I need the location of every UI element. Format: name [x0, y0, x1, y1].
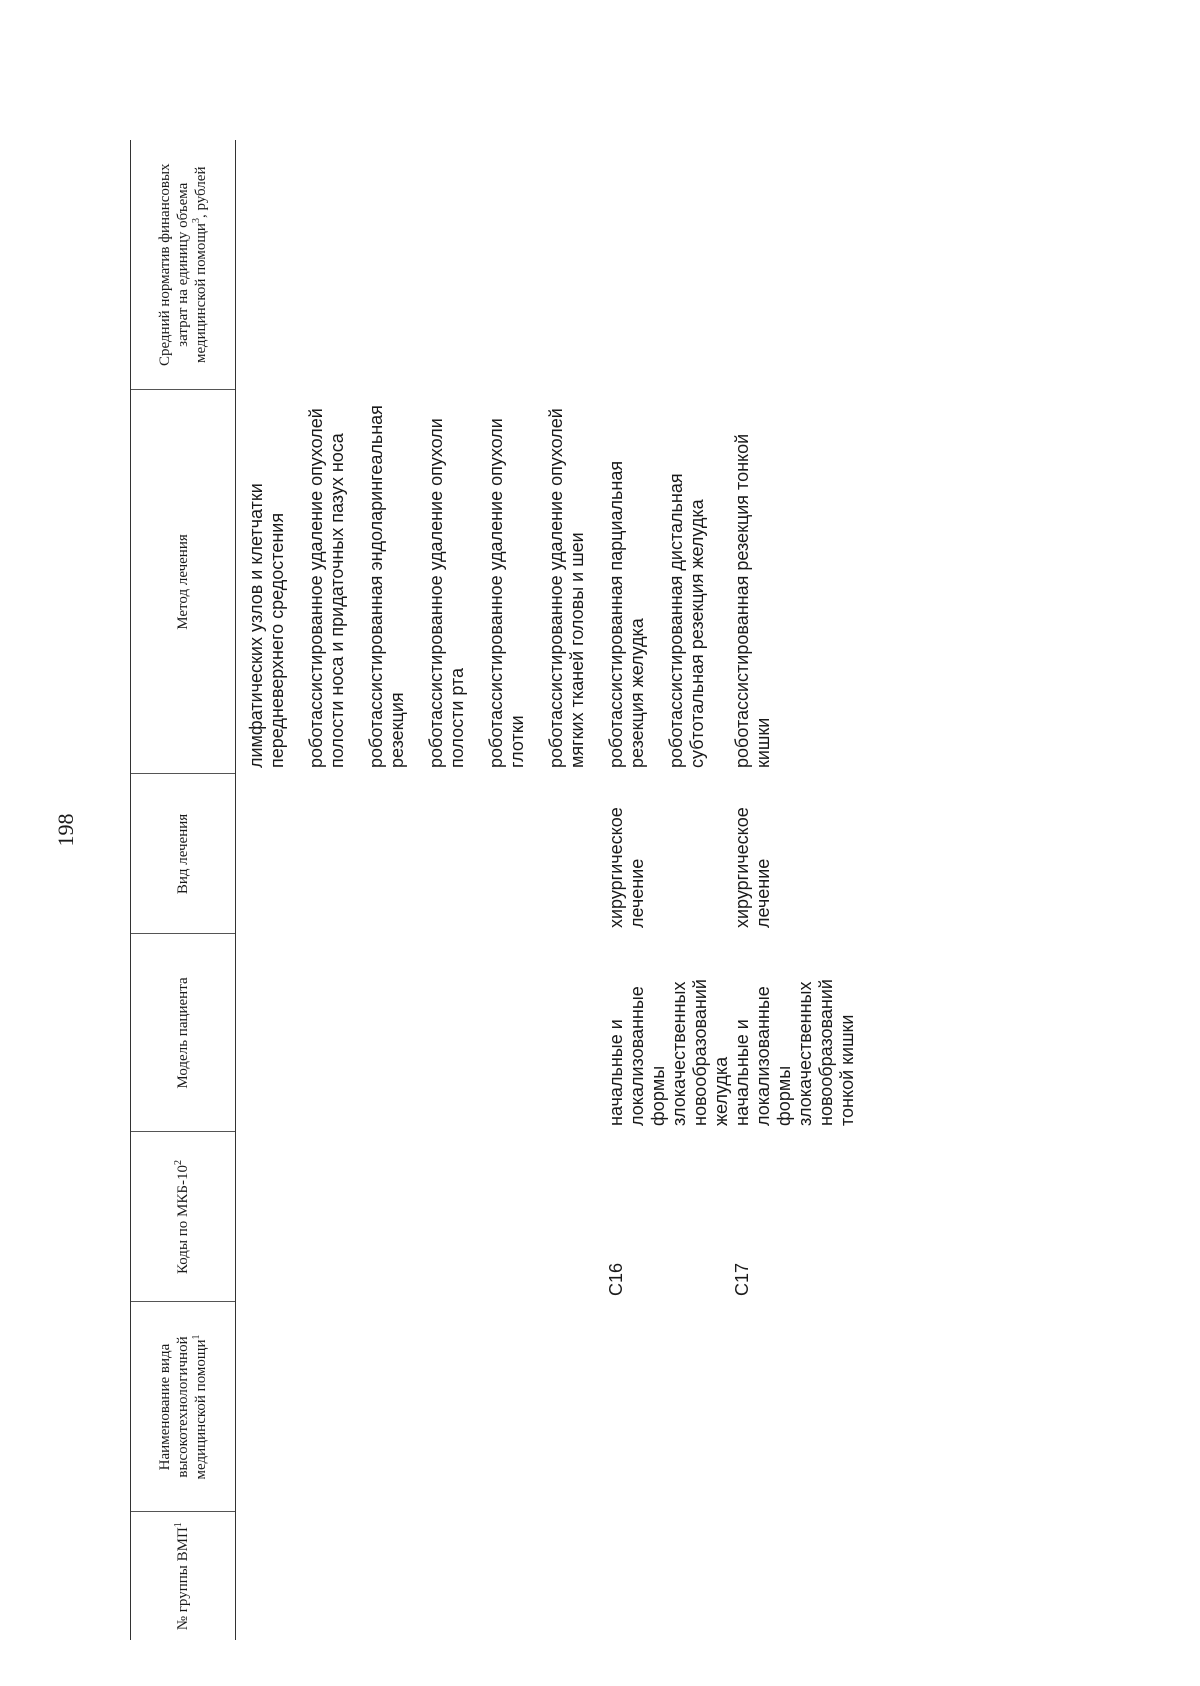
method-item: роботассистированная резекция тонкой кишки: [732, 433, 773, 768]
row-methods: [606, 390, 732, 774]
row-kind: хирургическое лечение: [606, 807, 647, 928]
row-kind: [246, 774, 606, 934]
header-method: Метод лечения: [131, 390, 236, 774]
table-row: [246, 140, 606, 1640]
header-kind: Вид лечения: [131, 774, 236, 934]
row-model: начальные и локализованные формы злокачественных новообразований желудка: [606, 979, 731, 1126]
row-code: C16: [606, 1262, 626, 1296]
table-row: [606, 140, 732, 1640]
row-model: начальные и локализованные формы злокачественных новообразований тонкой кишки: [732, 979, 857, 1126]
method-item: роботассистированная дистальная субтотальная резекция желудка: [666, 473, 707, 768]
row-model: [246, 934, 606, 1132]
page-number: 198: [53, 813, 78, 847]
method-item: роботассистированное удаление опухолей полости носа и придаточных пазух носа: [306, 408, 347, 768]
row-kind: хирургическое лечение: [732, 807, 773, 928]
rotated-table-sheet: [130, 140, 1200, 1640]
header-cost: Средний норматив финансовых затрат на единицу объема медицинской помощи$^3$, рублей: [131, 140, 236, 390]
method-item: роботассистированное удаление опухоли полости рта: [426, 418, 467, 768]
header-group: № группы ВМП$^1$: [131, 1512, 236, 1640]
row-methods: [246, 390, 606, 774]
method-item: роботассистированное удаление опухоли глотки: [486, 418, 527, 768]
table-row: [732, 140, 858, 1640]
method-item: лимфатических узлов и клетчатки передневерхнего средостения: [246, 483, 287, 768]
row-code: [246, 1132, 606, 1302]
header-row: [131, 140, 236, 1640]
method-item: роботассистированная парциальная резекция желудка: [606, 460, 647, 768]
row-methods: [732, 390, 858, 774]
header-model: Модель пациента: [131, 934, 236, 1132]
method-item: роботассистированная эндоларингеальная резекция: [366, 405, 407, 768]
vmp-table: [130, 140, 858, 1640]
header-name: Наименование вида высокотехнологичной медицинской помощи$^1$: [131, 1302, 236, 1512]
method-item: роботассистированное удаление опухолей мягких тканей головы и шеи: [546, 408, 587, 768]
row-code: C17: [732, 1262, 752, 1296]
header-codes: Коды по МКБ-$10^2$: [131, 1132, 236, 1302]
